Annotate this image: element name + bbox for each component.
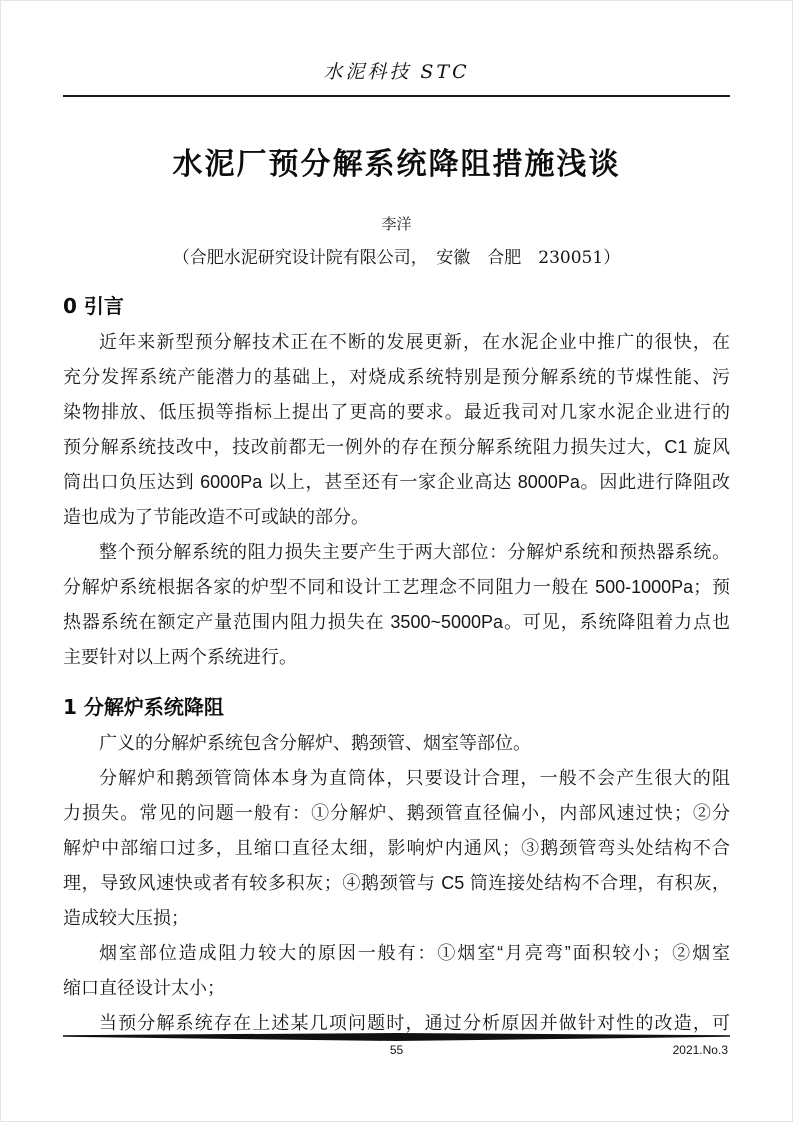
body-line: 理，导致风速快或者有较多积灰；④鹅颈管与 C5 筒连接处结构不合理，有积灰， [63, 873, 730, 893]
section-heading-0: 0 引言 [63, 294, 124, 318]
footer-decorative-bar [63, 1033, 730, 1041]
section-heading-1: 1 分解炉系统降阻 [63, 695, 224, 719]
issue-number: 2021.No.3 [672, 1043, 728, 1057]
paragraph [63, 761, 730, 936]
author-affiliation: （合肥水泥研究设计院有限公司， 安徽 合肥 230051） [172, 248, 621, 268]
body-line: 造也成为了节能改造不可或缺的部分。 [63, 507, 369, 527]
body-line: 预分解系统技改中，技改前都无一例外的存在预分解系统阻力损失过大，C1 旋风 [63, 437, 730, 457]
body-line: 主要针对以上两个系统进行。 [63, 647, 297, 667]
body-line: 筒出口负压达到 6000Pa 以上，甚至还有一家企业高达 8000Pa。因此进行降阻改 [63, 472, 730, 492]
page-number: 55 [389, 1043, 404, 1057]
footer-row [63, 1043, 730, 1057]
body-line: 近年来新型预分解技术正在不断的发展更新，在水泥企业中推广的很快，在 [99, 332, 730, 352]
body-line: 充分发挥系统产能潜力的基础上，对烧成系统特别是预分解系统的节煤性能、污 [63, 367, 730, 387]
article-title: 水泥厂预分解系统降阻措施浅谈 [172, 147, 621, 182]
page-footer [63, 1033, 730, 1057]
body-line: 分解炉和鹅颈管筒体本身为直筒体，只要设计合理，一般不会产生很大的阻 [99, 768, 730, 788]
body-line: 当预分解系统存在上述某几项问题时，通过分析原因并做针对性的改造，可 [99, 1013, 730, 1033]
body-line: 染物排放、低压损等指标上提出了更高的要求。最近我司对几家水泥企业进行的 [63, 402, 730, 422]
body-line: 广义的分解炉系统包含分解炉、鹅颈管、烟室等部位。 [99, 733, 531, 753]
header-rule [63, 95, 730, 97]
body-line: 力损失。常见的问题一般有：①分解炉、鹅颈管直径偏小，内部风速过快；②分 [63, 803, 730, 823]
body-line: 分解炉系统根据各家的炉型不同和设计工艺理念不同阻力一般在 500-1000Pa；预 [63, 577, 730, 597]
body-line: 烟室部位造成阻力较大的原因一般有：①烟室“月亮弯”面积较小；②烟室 [99, 943, 730, 963]
body-line: 热器系统在额定产量范围内阻力损失在 3500~5000Pa。可见，系统降阻着力点也 [63, 612, 730, 632]
body-line: 造成较大压损； [63, 908, 189, 928]
paragraph [63, 325, 730, 535]
paragraph [63, 936, 730, 1006]
author-name: 李洋 [381, 215, 412, 233]
body-line: 缩口直径设计太小； [63, 978, 225, 998]
paragraph [63, 535, 730, 675]
journal-name: 水泥科技 STC [323, 61, 470, 83]
body-line: 整个预分解系统的阻力损失主要产生于两大部位：分解炉系统和预热器系统。 [99, 542, 730, 562]
paragraph [63, 726, 730, 761]
body-line: 解炉中部缩口过多，且缩口直径太细，影响炉内通风；③鹅颈管弯头处结构不合 [63, 838, 730, 858]
